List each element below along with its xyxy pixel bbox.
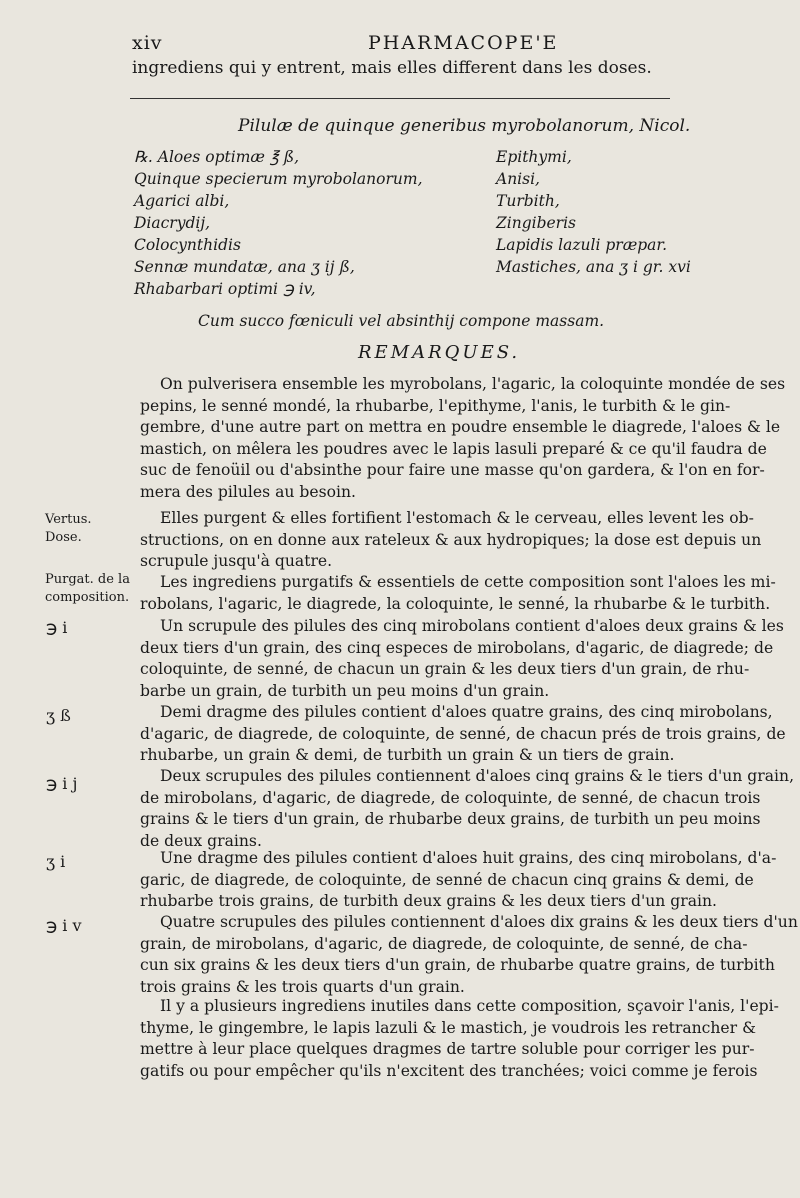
paragraph	[140, 848, 777, 913]
text-line: coloquinte, de senné, de chacun un grain & les deux tiers d'un grain, de rhu-	[140, 660, 750, 678]
text-line: mera des pilules au besoin.	[140, 482, 356, 501]
recipe-title: Pilulæ de quinque generibus myrobolanorum, Nicol.	[238, 116, 691, 136]
text-line: de deux grains.	[140, 831, 262, 850]
text-line: mettre à leur place quelques dragmes de tartre soluble pour corriger les pur-	[140, 1040, 755, 1058]
text-line: Quatre scrupules des pilules contiennent d'aloes dix grains & les deux tiers d'un	[160, 913, 798, 931]
paragraph	[140, 766, 795, 852]
text-line: Elles purgent & elles fortifient l'estomach & le cerveau, elles levent les ob-	[160, 509, 754, 527]
ingredient-left: Rhabarbari optimi ℈ iv,	[134, 280, 316, 298]
margin-note: Vertus.	[45, 512, 92, 527]
ingredient-left: Diacrydij,	[134, 214, 211, 232]
text-line: structions, on en donne aux rateleux & aux hydropiques; la dose est depuis un	[140, 530, 762, 549]
text-line: rhubarbe trois grains, de turbith deux grains & les deux tiers d'un grain.	[140, 892, 718, 910]
text-line: robolans, l'agaric, le diagrede, la coloquinte, le senné, la rhubarbe & le turbith.	[140, 594, 771, 613]
text-line: barbe un grain, de turbith un peu moins d'un grain.	[140, 681, 550, 700]
text-line: grain, de mirobolans, d'agaric, de diagrede, de coloquinte, de senné, de cha-	[140, 934, 748, 953]
ingredient-right: Mastiches, ana ʒ i gr. xvi	[496, 258, 691, 276]
text-line: garic, de diagrede, de coloquinte, de senné de chacun cinq grains & demi, de	[140, 870, 754, 889]
paragraph	[140, 996, 779, 1082]
text-line: Une dragme des pilules contient d'aloes huit grains, des cinq mirobolans, d'a-	[160, 849, 777, 867]
paragraph	[140, 912, 798, 998]
text-line: trois grains & les trois quarts d'un grain.	[140, 977, 465, 996]
text-line: cun six grains & les deux tiers d'un grain, de rhubarbe quatre grains, de turbith	[140, 956, 775, 974]
paragraph	[140, 572, 776, 615]
text-line: Deux scrupules des pilules contiennent d'aloes cinq grains & le tiers d'un grain,	[160, 767, 795, 785]
text-line: Un scrupule des pilules des cinq mirobolans contient d'aloes deux grains & les	[160, 617, 784, 635]
text-line: suc de fenoüil ou d'absinthe pour faire une masse qu'on gardera, & l'on en for-	[140, 461, 765, 479]
margin-note: Purgat. de la	[45, 572, 130, 587]
text-line: thyme, le gingembre, le lapis lazuli & le mastich, je voudrois les retrancher &	[140, 1018, 756, 1037]
text-line: Il y a plusieurs ingrediens inutiles dans cette composition, sçavoir l'anis, l'epi-	[160, 997, 779, 1015]
text-line: rhubarbe, un grain & demi, de turbith un grain & un tiers de grain.	[140, 746, 675, 764]
paragraph	[140, 374, 786, 503]
running-title: PHARMACOPE'E	[368, 32, 559, 54]
text-line: Les ingrediens purgatifs & essentiels de cette composition sont l'aloes les mi-	[160, 573, 776, 591]
ingredient-left: Agarici albi,	[134, 192, 230, 210]
ingredient-left: ℞. Aloes optimæ ℥ ß,	[134, 148, 300, 166]
text-line: de mirobolans, d'agaric, de diagrede, de coloquinte, de senné, de chacun trois	[140, 788, 761, 807]
recipe-direction: Cum succo fœniculi vel absinthij compone massam.	[198, 312, 605, 330]
text-line: gatifs ou pour empêcher qu'ils n'excitent des tranchées; voici comme je ferois	[140, 1061, 758, 1080]
paragraph	[140, 508, 772, 573]
margin-symbol: ℈ i j	[46, 774, 78, 793]
text-line: scrupule jusqu'à quatre.	[140, 552, 333, 570]
ingredient-right: Zingiberis	[496, 214, 577, 232]
text-line: grains & le tiers d'un grain, de rhubarbe deux grains, de turbith un peu moins	[140, 810, 761, 828]
page-number: xiv	[132, 32, 163, 54]
remarks-heading: REMARQUES.	[358, 342, 521, 363]
margin-symbol: ℈ i	[46, 618, 68, 637]
paragraph	[140, 616, 784, 702]
text-line: pepins, le senné mondé, la rhubarbe, l'epithyme, l'anis, le turbith & le gin-	[140, 396, 731, 415]
ingredient-left: Colocynthidis	[134, 236, 241, 254]
ingredient-left: Quinque specierum myrobolanorum,	[134, 170, 423, 188]
ingredient-left: Sennæ mundatæ, ana ʒ ij ß,	[134, 258, 355, 276]
text-line: gembre, d'une autre part on mettra en poudre ensemble le diagrede, l'aloes & le	[140, 418, 781, 436]
ingredient-right: Lapidis lazuli præpar.	[496, 236, 668, 254]
text-line: Demi dragme des pilules contient d'aloes quatre grains, des cinq mirobolans,	[160, 703, 773, 721]
margin-symbol: ʒ ß	[46, 706, 71, 725]
ingredient-right: Turbith,	[496, 192, 560, 210]
ingredient-right: Anisi,	[496, 170, 540, 188]
divider	[130, 98, 670, 99]
margin-symbol: ℈ i v	[46, 916, 82, 935]
text-line: deux tiers d'un grain, des cinq especes de mirobolans, d'agaric, de diagrede; de	[140, 638, 774, 657]
margin-note: composition.	[45, 590, 130, 605]
text-line: mastich, on mêlera les poudres avec le lapis lasuli preparé & ce qu'il faudra de	[140, 439, 767, 458]
margin-note: Dose.	[45, 530, 82, 545]
paragraph	[140, 702, 786, 767]
margin-symbol: ʒ i	[46, 852, 66, 871]
text-line: d'agaric, de diagrede, de coloquinte, de senné, de chacun prés de trois grains, de	[140, 724, 786, 743]
continuation-line: ingrediens qui y entrent, mais elles different dans les doses.	[132, 58, 652, 78]
ingredient-right: Epithymi,	[496, 148, 572, 166]
text-line: On pulverisera ensemble les myrobolans, l'agaric, la coloquinte mondée de ses	[160, 375, 786, 393]
